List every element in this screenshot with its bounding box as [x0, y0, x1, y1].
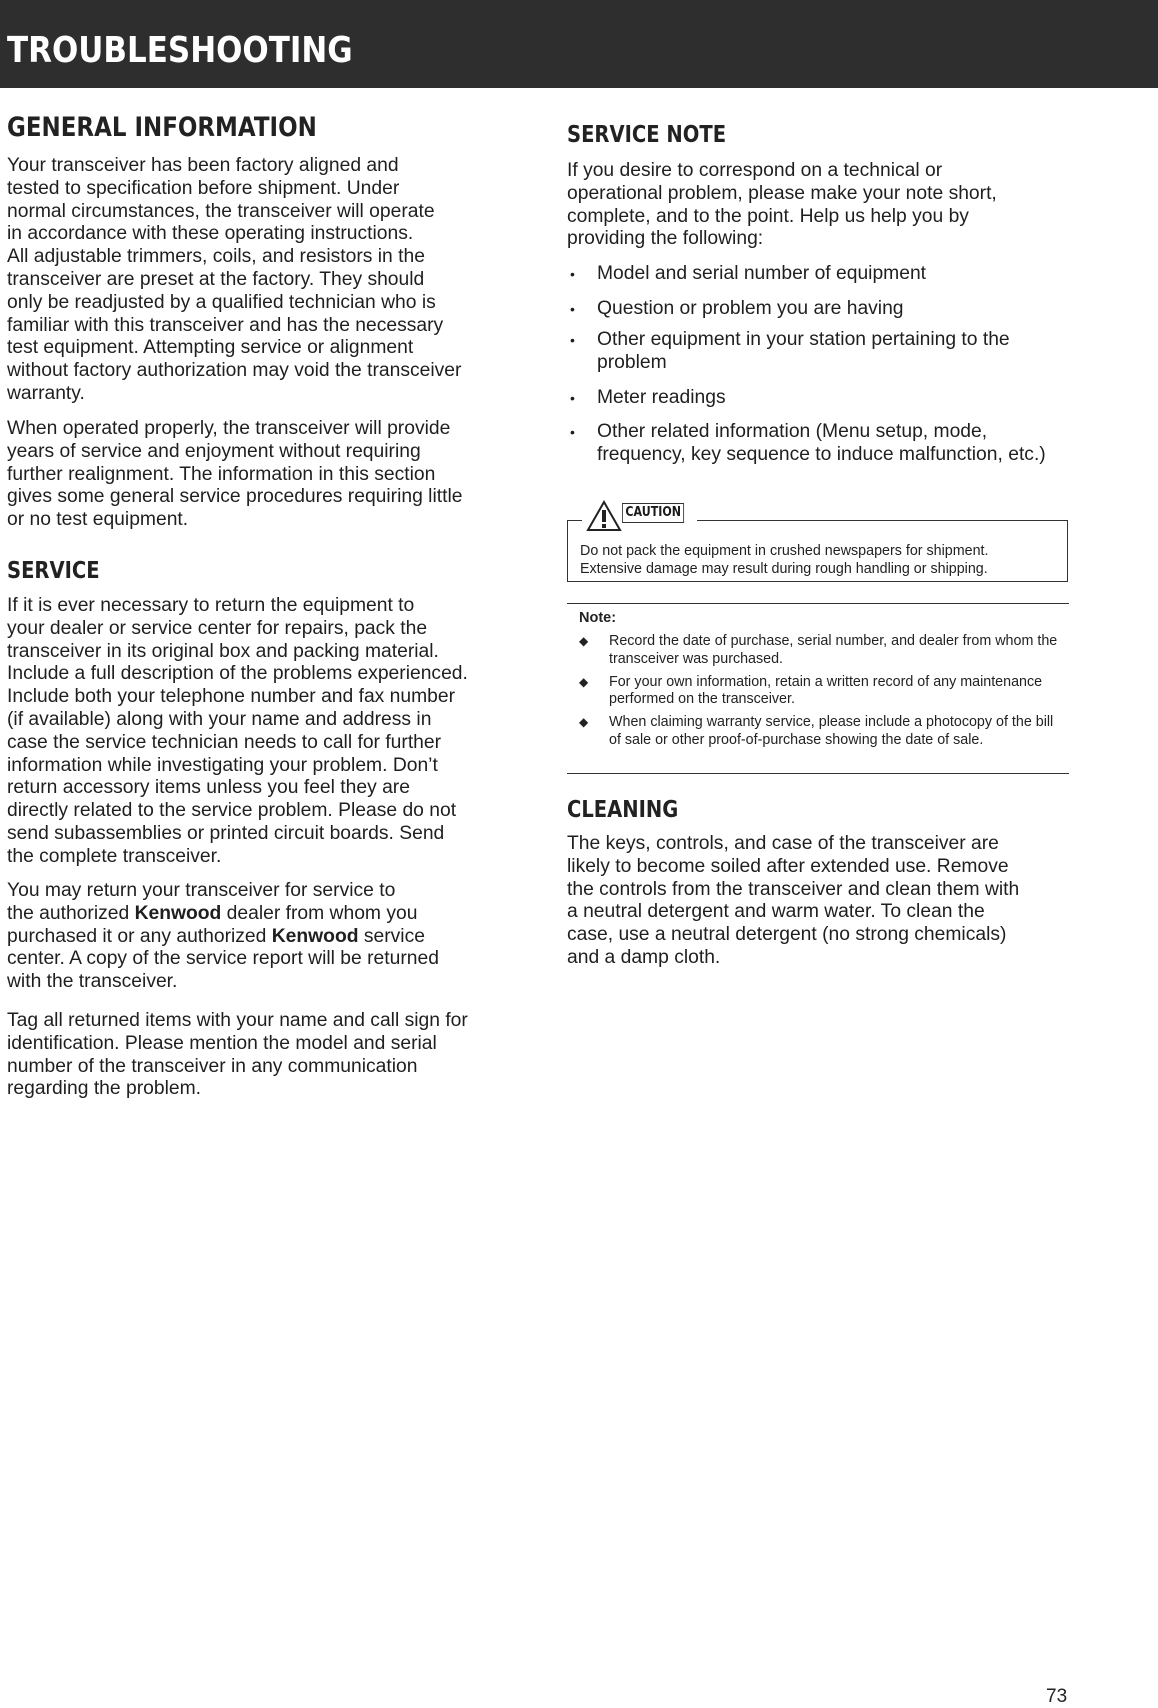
kenwood-brand: Kenwood: [134, 902, 222, 924]
service-para-2-part-c: service center. A copy of the service report will be returned with the transceiver.: [7, 925, 439, 993]
list-item: [567, 263, 1072, 286]
list-item: [567, 387, 1072, 410]
service-para-2-part-b: dealer from whom you purchased it or any authorized: [7, 902, 418, 947]
list-item-text: Meter readings: [597, 387, 726, 408]
caution-word: CAUTION: [622, 503, 684, 523]
service-note-heading: SERVICE NOTE: [567, 122, 727, 148]
diamond-bullet-icon: ◆: [579, 634, 589, 648]
list-item: [579, 633, 1069, 669]
list-item-text: For your own information, retain a written record of any maintenance performed on the transceiver.: [609, 673, 1043, 708]
caution-label: [582, 499, 697, 533]
cleaning-para: The keys, controls, and case of the transceiver are likely to become soiled after extended use. Remove the controls from the transceiver and clean them with a neutral detergent and warm water. To clean the case, use a neutral detergent (no strong chemicals) and a damp cloth.: [567, 833, 1020, 968]
list-item-text: Other related information (Menu setup, mode, frequency, key sequence to induce malfunction, etc.): [597, 421, 1046, 465]
general-information-para-2: When operated properly, the transceiver will provide years of service and enjoyment without requiring further realignment. The information in this section gives some general service procedures requiring little or no test equipment.: [7, 418, 463, 531]
bullet-icon: •: [570, 424, 575, 440]
warning-triangle-icon: [584, 499, 624, 533]
note-top-rule: [567, 603, 1069, 604]
list-item-text: Model and serial number of equipment: [597, 263, 927, 284]
caution-box: [567, 505, 1068, 582]
page-title: TROUBLESHOOTING: [7, 30, 353, 71]
list-item-text: When claiming warranty service, please include a photocopy of the bill of sale or other proof-of-purchase showing the date of sale.: [609, 714, 1054, 748]
service-para-2: [7, 880, 512, 994]
general-information-para-1: Your transceiver has been factory aligned and tested to specification before shipment. Under normal circumstances, the transceiver will operate in accordance with these operating instructions. All adjustable trimmers, coils, and resistors in the transceiver are preset at the factory. They should only be readjusted by a qualified technician who is familiar with this transceiver and has the necessary test equipment. Attempting service or alignment without factory authorization may void the transceiver warranty.: [7, 155, 462, 404]
service-note-intro: If you desire to correspond on a technical or operational problem, please make your note short, complete, and to the point. Help us help you by providing the following:: [567, 160, 997, 250]
list-item: [567, 329, 1052, 375]
general-information-heading: GENERAL INFORMATION: [7, 112, 317, 143]
note-bottom-rule: [567, 773, 1069, 774]
caution-text: Do not pack the equipment in crushed newspapers for shipment. Extensive damage may result during rough handling or shipping.: [580, 543, 989, 577]
service-para-1: If it is ever necessary to return the equipment to your dealer or service center for repairs, pack the transceiver in its original box and packing material. Include a full description of the problems experienced. Include both your telephone number and fax number (if available) along with your name and address in case the service technician needs to call for further information while investigating your problem. Don’t return accessory items unless you feel they are directly related to the service problem. Please do not send subassemblies or printed circuit boards. Send the complete transceiver.: [7, 595, 468, 867]
list-item: [567, 298, 1072, 321]
note-list: [579, 633, 1069, 755]
kenwood-brand: Kenwood: [271, 925, 359, 947]
diamond-bullet-icon: ◆: [579, 715, 589, 730]
list-item: [579, 674, 1069, 710]
service-para-2-part-a: You may return your transceiver for service to the authorized: [7, 880, 396, 924]
list-item: [567, 421, 1052, 467]
list-item-text: Question or problem you are having: [597, 298, 904, 319]
bullet-icon: •: [570, 266, 575, 282]
header-band: [0, 0, 1158, 88]
note-title: Note:: [579, 610, 617, 626]
service-heading: SERVICE: [7, 558, 100, 584]
bullet-icon: •: [570, 332, 575, 348]
diamond-bullet-icon: ◆: [579, 674, 589, 689]
bullet-icon: •: [570, 301, 575, 317]
bullet-icon: •: [570, 390, 575, 406]
list-item-text: Record the date of purchase, serial number, and dealer from whom the transceiver was purchased.: [609, 633, 1058, 667]
list-item: [579, 714, 1069, 750]
page-number: 73: [1046, 1686, 1068, 1707]
cleaning-heading: CLEANING: [567, 797, 679, 823]
service-para-3: Tag all returned items with your name and call sign for identification. Please mention the model and serial number of the transceiver in any communication regarding the problem.: [7, 1010, 468, 1100]
list-item-text: Other equipment in your station pertaining to the problem: [597, 329, 1010, 373]
